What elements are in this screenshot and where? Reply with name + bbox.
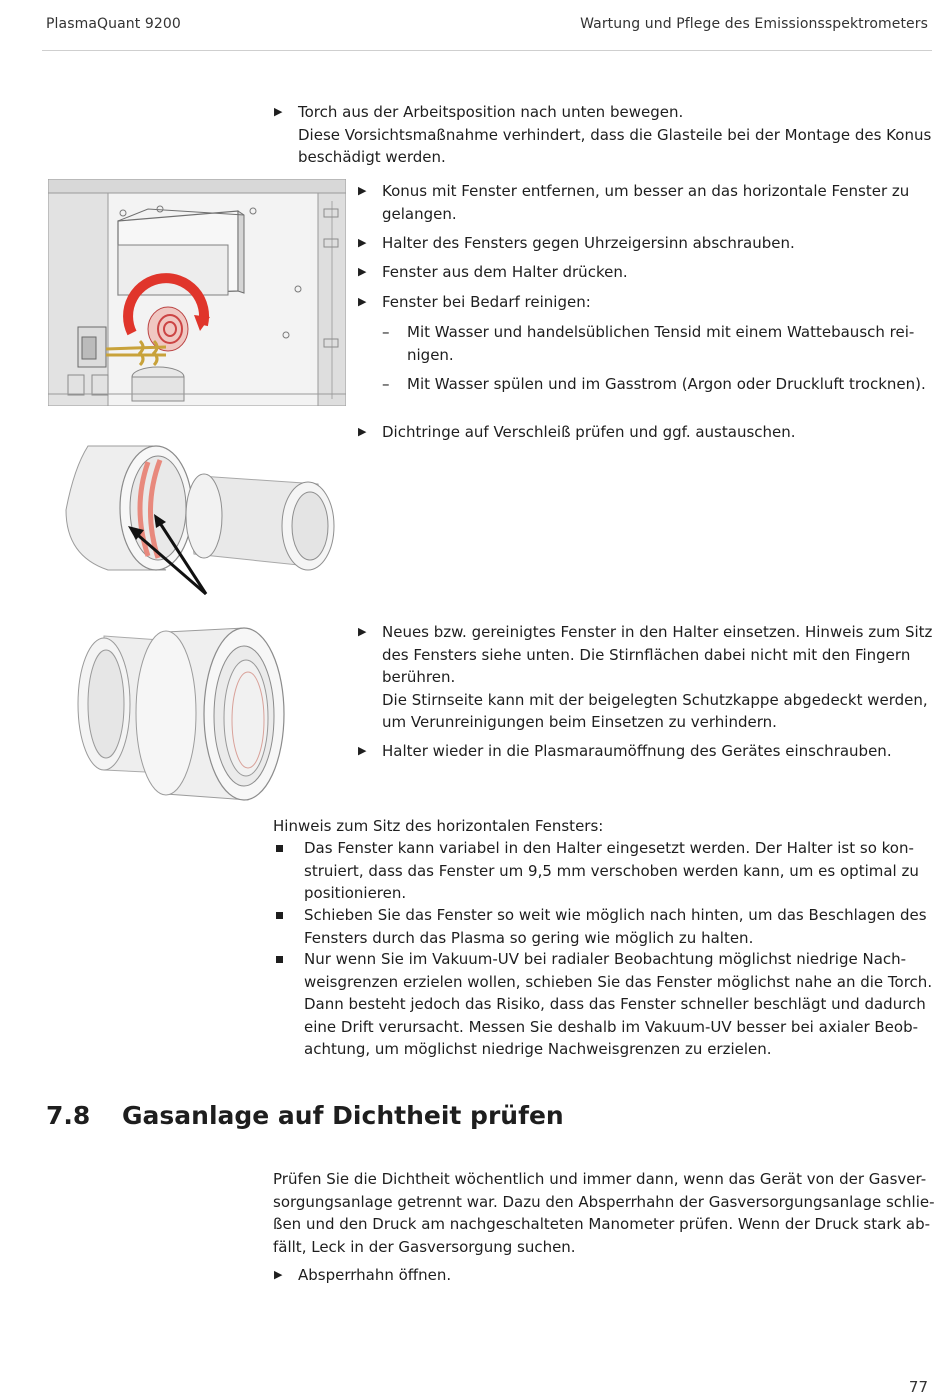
triangle-right-icon: ▶ [274, 105, 283, 118]
step-line: Dichtringe auf Verschleiß prüfen und ggf. austauschen. [382, 423, 796, 441]
triangle-right-icon: ▶ [358, 265, 367, 278]
substep-line: Mit Wasser und handelsüblichen Tensid mit einem Wattebausch rei- [407, 323, 915, 341]
step-unscrew-holder [358, 232, 795, 255]
bullet-line: Nur wenn Sie im Vakuum-UV bei radialer Beobachtung möglichst niedrige Nach- [304, 950, 907, 968]
step-note-line: Diese Vorsichtsmaßnahme verhindert, dass die Glasteile bei der Montage des Konus [298, 125, 932, 144]
bullet-line: Dann besteht jedoch das Risiko, dass das Fenster schneller beschlägt und dadurch [304, 995, 926, 1013]
step-line: Die Stirnseite kann mit der beigelegten Schutzkappe abgedeckt werden, [382, 690, 928, 709]
triangle-right-icon: ▶ [358, 236, 367, 249]
step-press-window-out [358, 261, 628, 284]
step-line: Neues bzw. gereinigtes Fenster in den Halter einsetzen. Hinweis zum Sitz [382, 623, 933, 641]
dash-marker: – [382, 375, 390, 393]
header-divider [42, 50, 932, 51]
step-line: Halter wieder in die Plasmaraumöffnung des Gerätes einschrauben. [382, 742, 892, 760]
step-line: gelangen. [382, 204, 457, 223]
note-bullet [304, 837, 919, 905]
triangle-right-icon: ▶ [358, 295, 367, 308]
triangle-right-icon: ▶ [358, 425, 367, 438]
triangle-right-icon: ▶ [358, 744, 367, 757]
section-number: 7.8 [46, 1101, 91, 1130]
substep-line: Mit Wasser spülen und im Gasstrom (Argon oder Druckluft trocknen). [407, 375, 926, 393]
bullet-line: Schieben Sie das Fenster so weit wie möglich nach hinten, um das Beschlagen des [304, 906, 927, 924]
bullet-line: achtung, um möglichst niedrige Nachweisgrenzen zu erzielen. [304, 1040, 772, 1058]
step-lower-torch [274, 101, 932, 169]
note-heading: Hinweis zum Sitz des horizontalen Fensters: [273, 817, 604, 835]
bullet-line: Fensters durch das Plasma so gering wie möglich zu halten. [304, 928, 754, 947]
seal-rings-figure [48, 418, 343, 610]
step-check-seals [358, 421, 796, 444]
instrument-plasma-compartment-figure [48, 179, 346, 406]
bullet-line: weisgrenzen erzielen wollen, schieben Sie das Fenster möglichst nahe an die Torch. [304, 972, 933, 991]
step-line: Fenster aus dem Halter drücken. [382, 263, 628, 281]
note-bullet [304, 948, 932, 1061]
bullet-line: struiert, dass das Fenster um 9,5 mm verschoben werden kann, um es optimal zu [304, 861, 919, 880]
step-line: Fenster bei Bedarf reinigen: [382, 293, 591, 311]
paragraph-line: sorgungsanlage getrennt war. Dazu den Absperrhahn der Gasversorgungsanlage schlie- [273, 1192, 935, 1211]
cleaning-substep [382, 321, 915, 366]
dash-marker: – [382, 323, 390, 341]
step-line: um Verunreinigungen beim Einsetzen zu verhindern. [382, 713, 777, 731]
triangle-right-icon: ▶ [274, 1268, 283, 1281]
step-insert-window [358, 621, 933, 734]
bullet-line: positionieren. [304, 884, 407, 902]
step-text: Torch aus der Arbeitsposition nach unten bewegen. [298, 103, 684, 121]
square-bullet-icon [276, 912, 283, 919]
step-open-shutoff-valve [274, 1264, 452, 1287]
triangle-right-icon: ▶ [358, 184, 367, 197]
section-paragraph [273, 1168, 935, 1258]
step-note-line: beschädigt werden. [298, 148, 446, 166]
header-product-name: PlasmaQuant 9200 [46, 16, 181, 32]
note-bullet [304, 904, 927, 949]
header-chapter-title: Wartung und Pflege des Emissionsspektrometers [580, 16, 928, 32]
step-line: des Fensters siehe unten. Die Stirnflächen dabei nicht mit den Fingern [382, 645, 911, 664]
square-bullet-icon [276, 845, 283, 852]
paragraph-line: fällt, Leck in der Gasversorgung suchen. [273, 1237, 576, 1256]
step-clean-window [358, 291, 591, 314]
paragraph-line: ßen und den Druck am nachgeschalteten Manometer prüfen. Wenn der Druck stark ab- [273, 1215, 931, 1233]
step-remove-cone [358, 180, 910, 225]
substep-line: nigen. [407, 345, 454, 364]
step-screw-holder-back [358, 740, 892, 763]
bullet-line: Das Fenster kann variabel in den Halter eingesetzt werden. Der Halter ist so kon- [304, 839, 914, 857]
section-title: Gasanlage auf Dichtheit prüfen [122, 1101, 564, 1130]
cleaning-substep [382, 373, 926, 396]
step-line: Konus mit Fenster entfernen, um besser an das horizontale Fenster zu [382, 182, 910, 200]
bullet-line: eine Drift verursacht. Messen Sie deshalb im Vakuum-UV besser bei axialer Beob- [304, 1017, 919, 1036]
step-line: berühren. [382, 668, 456, 686]
window-in-holder-figure [48, 624, 300, 802]
step-line: Halter des Fensters gegen Uhrzeigersinn abschrauben. [382, 234, 795, 252]
step-line: Absperrhahn öffnen. [298, 1266, 452, 1284]
triangle-right-icon: ▶ [358, 625, 367, 638]
square-bullet-icon [276, 956, 283, 963]
page-number: 77 [908, 1378, 928, 1396]
paragraph-line: Prüfen Sie die Dichtheit wöchentlich und immer dann, wenn das Gerät von der Gasver- [273, 1170, 927, 1188]
